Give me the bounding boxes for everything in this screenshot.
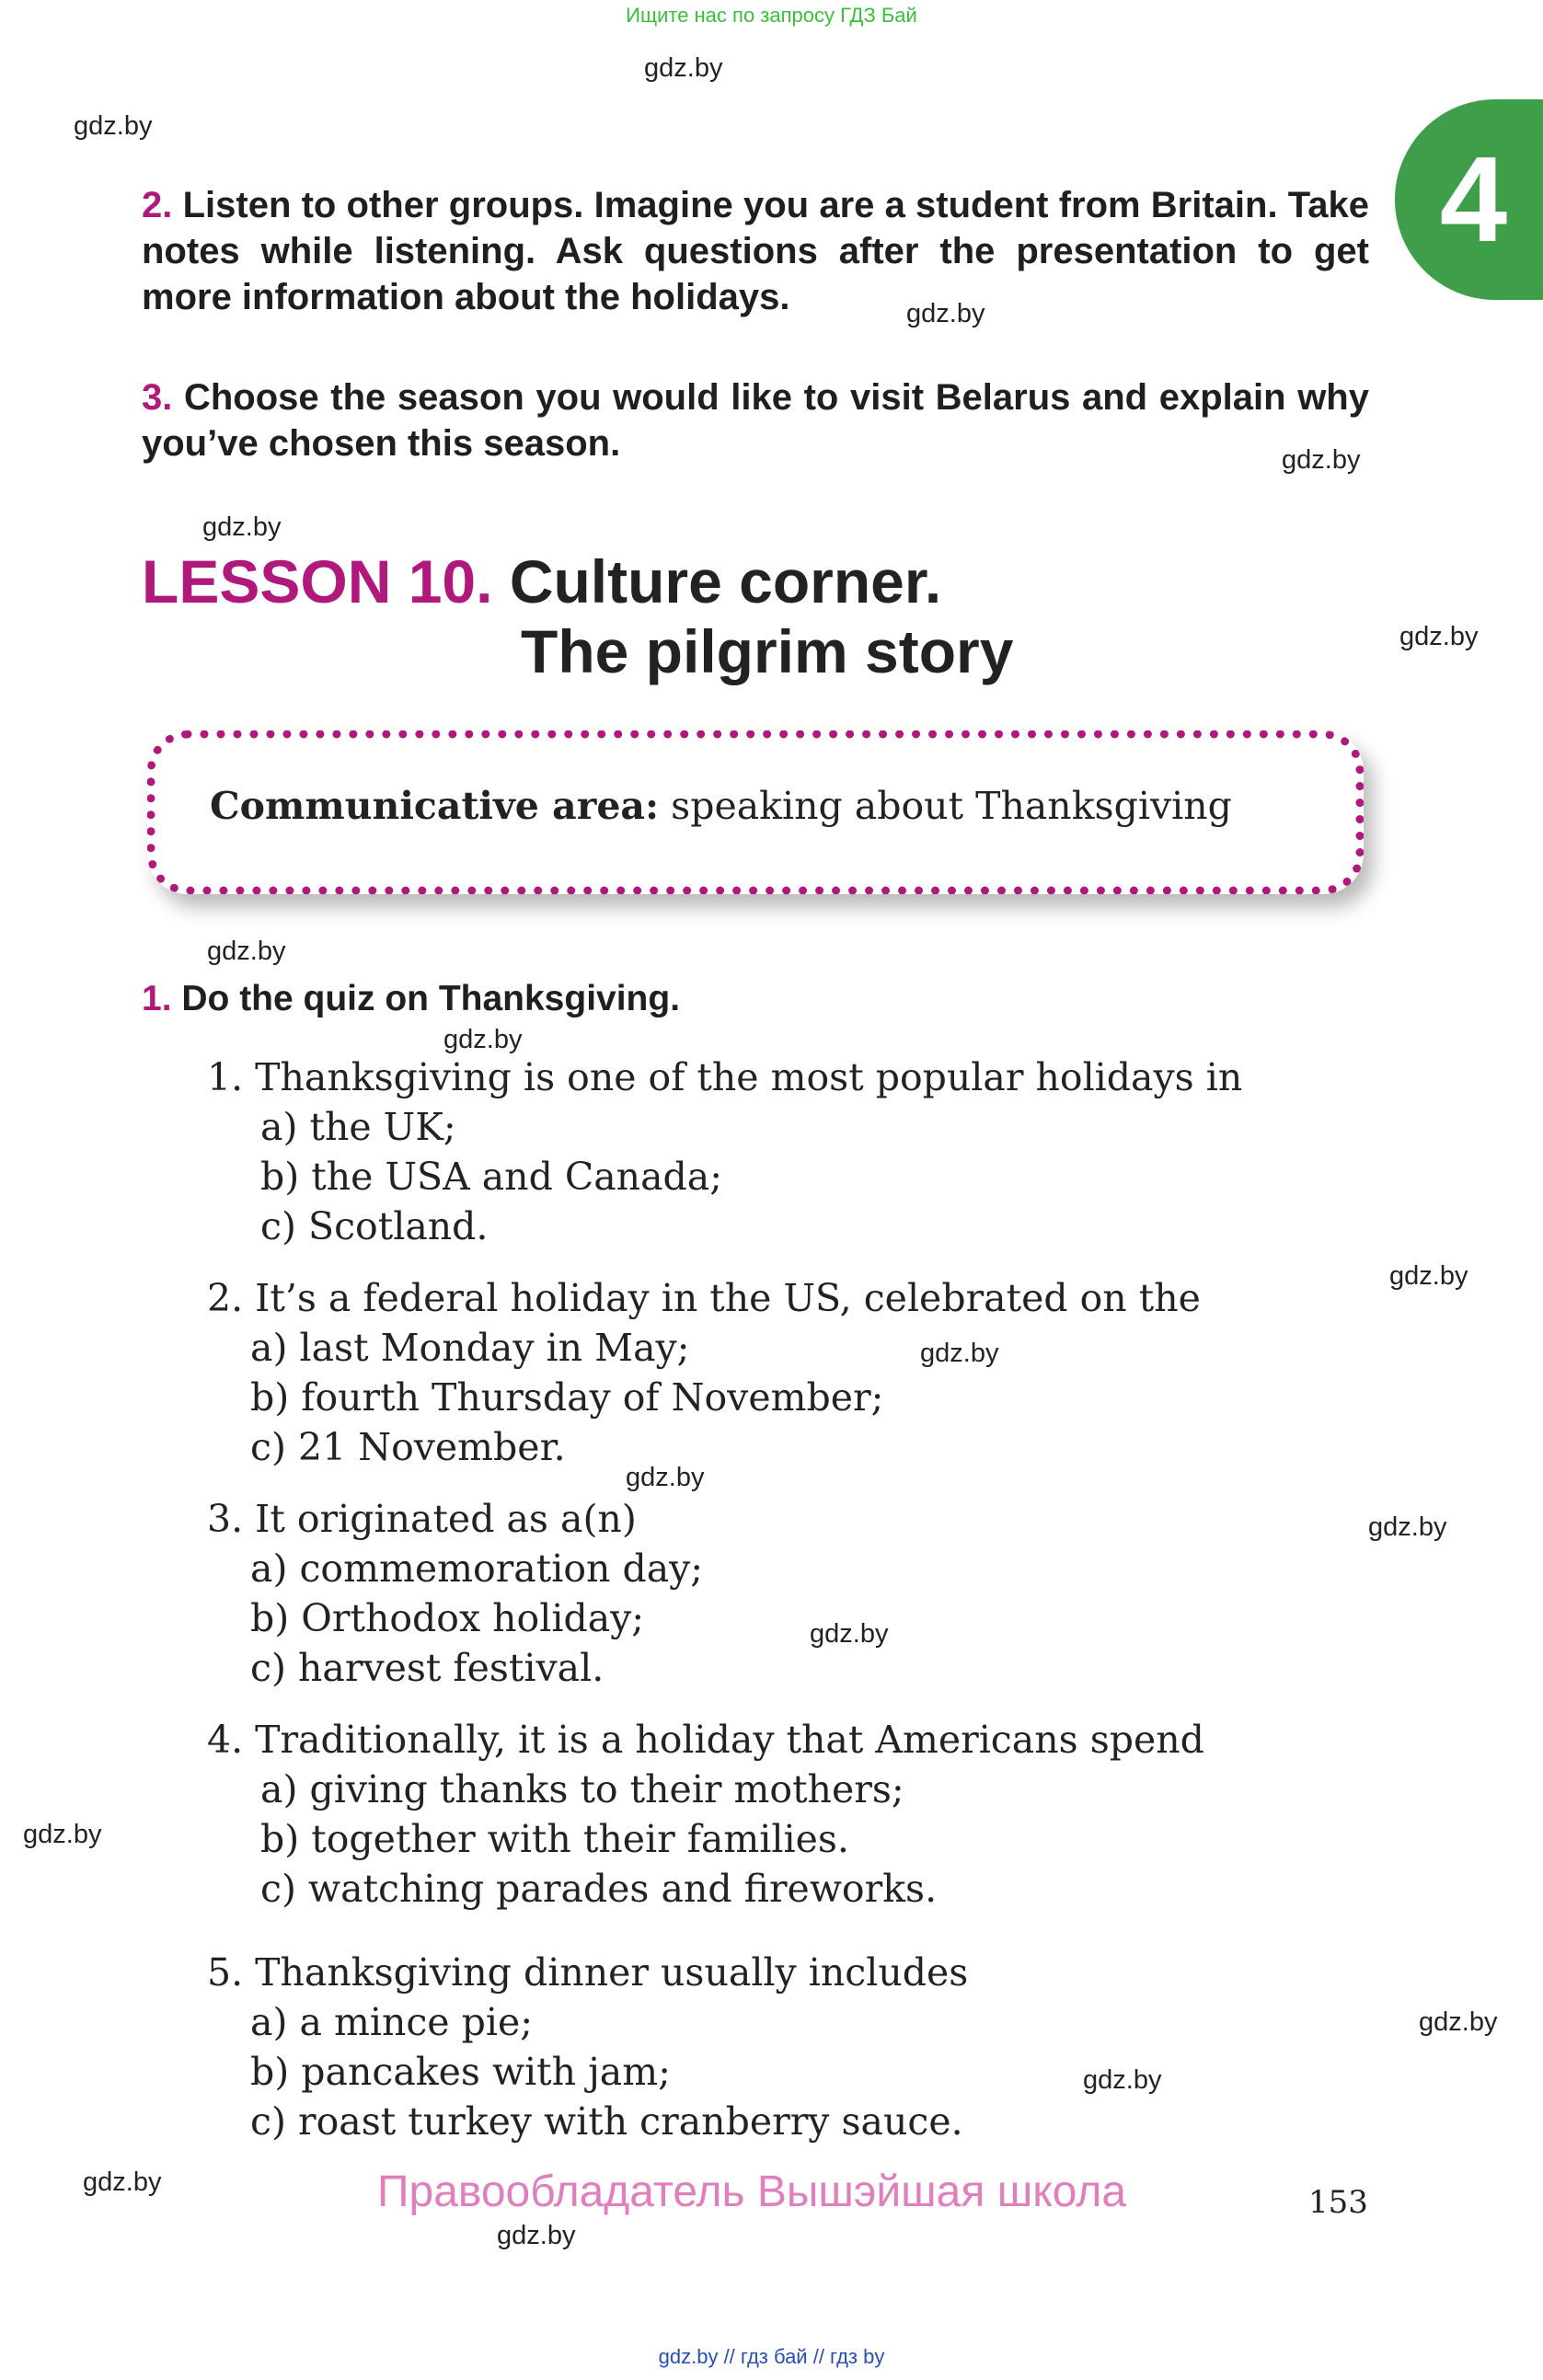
task-2-number: 2. xyxy=(142,185,173,225)
exercise-1-number: 1. xyxy=(142,979,172,1018)
quiz-option: c) watching parades and fireworks. xyxy=(260,1867,938,1911)
task-2 xyxy=(142,182,1369,320)
watermark: gdz.by xyxy=(74,111,153,141)
copyright-note: Правообладатель Вышэйшая школа xyxy=(377,2167,1127,2216)
quiz-option: c) Scotland. xyxy=(260,1204,489,1248)
watermark: gdz.by xyxy=(906,299,985,328)
quiz-question-4: 4. Traditionally, it is a holiday that Americans spend xyxy=(207,1718,1204,1762)
watermark: gdz.by xyxy=(443,1025,523,1054)
watermark: gdz.by xyxy=(1083,2065,1162,2095)
communicative-area-text: speaking about Thanksgiving xyxy=(671,784,1232,828)
unit-tab: 4 xyxy=(1395,99,1543,300)
quiz-option: a) giving thanks to their mothers; xyxy=(260,1767,904,1811)
watermark: gdz.by xyxy=(1419,2007,1498,2037)
quiz-option: a) the UK; xyxy=(260,1105,456,1149)
bottom-links[interactable]: gdz.by // гдз бай // гдз by xyxy=(658,2345,885,2368)
watermark: gdz.by xyxy=(23,1820,102,1849)
quiz-option: b) the USA and Canada; xyxy=(260,1155,723,1199)
communicative-area-label: Communicative area: xyxy=(210,784,660,828)
watermark: gdz.by xyxy=(810,1619,889,1649)
quiz-option: c) 21 November. xyxy=(250,1425,566,1469)
quiz-question-3: 3. It originated as a(n) xyxy=(207,1497,637,1541)
task-3 xyxy=(142,374,1369,466)
lesson-number: LESSON 10. xyxy=(142,547,493,615)
quiz-question-1: 1. Thanksgiving is one of the most popular holidays in xyxy=(207,1055,1243,1099)
quiz-option: a) commemoration day; xyxy=(250,1546,704,1591)
task-3-number: 3. xyxy=(142,377,173,418)
communicative-area xyxy=(210,784,1232,828)
watermark: gdz.by xyxy=(920,1339,999,1368)
lesson-title-line-1: Culture corner. xyxy=(509,547,942,615)
quiz-question-5: 5. Thanksgiving dinner usually includes xyxy=(207,1950,969,1995)
watermark: gdz.by xyxy=(202,512,282,542)
watermark: gdz.by xyxy=(626,1463,705,1492)
watermark: gdz.by xyxy=(1389,1261,1468,1291)
watermark: gdz.by xyxy=(644,53,723,83)
quiz-question-2: 2. It’s a federal holiday in the US, celebrated on the xyxy=(207,1276,1201,1320)
watermark: gdz.by xyxy=(207,937,286,966)
quiz-option: b) together with their families. xyxy=(260,1817,849,1861)
quiz-option: a) last Monday in May; xyxy=(250,1326,690,1370)
quiz-option: b) Orthodox holiday; xyxy=(250,1596,645,1640)
quiz-option: b) fourth Thursday of November; xyxy=(250,1375,884,1420)
watermark: gdz.by xyxy=(1282,445,1361,475)
quiz-option: a) a mince pie; xyxy=(250,2000,534,2044)
watermark: gdz.by xyxy=(83,2167,162,2197)
watermark: gdz.by xyxy=(1399,622,1479,651)
watermark: gdz.by xyxy=(1368,1512,1447,1542)
top-search-note: Ищите нас по запросу ГДЗ Бай xyxy=(626,4,917,27)
quiz-option: c) roast turkey with cranberry sauce. xyxy=(250,2099,963,2144)
exercise-1-heading xyxy=(142,979,680,1019)
lesson-title-line-2: The pilgrim story xyxy=(521,617,1014,685)
exercise-1-instruction: Do the quiz on Thanksgiving. xyxy=(181,979,681,1018)
lesson-heading xyxy=(142,546,1246,686)
quiz-option: c) harvest festival. xyxy=(250,1646,605,1690)
quiz-option: b) pancakes with jam; xyxy=(250,2050,671,2094)
task-3-text: Choose the season you would like to visit Belarus and explain why you’ve chosen this season. xyxy=(142,377,1369,464)
page-number: 153 xyxy=(1308,2184,1368,2221)
task-2-text: Listen to other groups. Imagine you are a student from Britain. Take notes while listening. Ask questions after the presentation to get more information about the holidays. xyxy=(142,185,1369,317)
watermark: gdz.by xyxy=(497,2221,576,2250)
